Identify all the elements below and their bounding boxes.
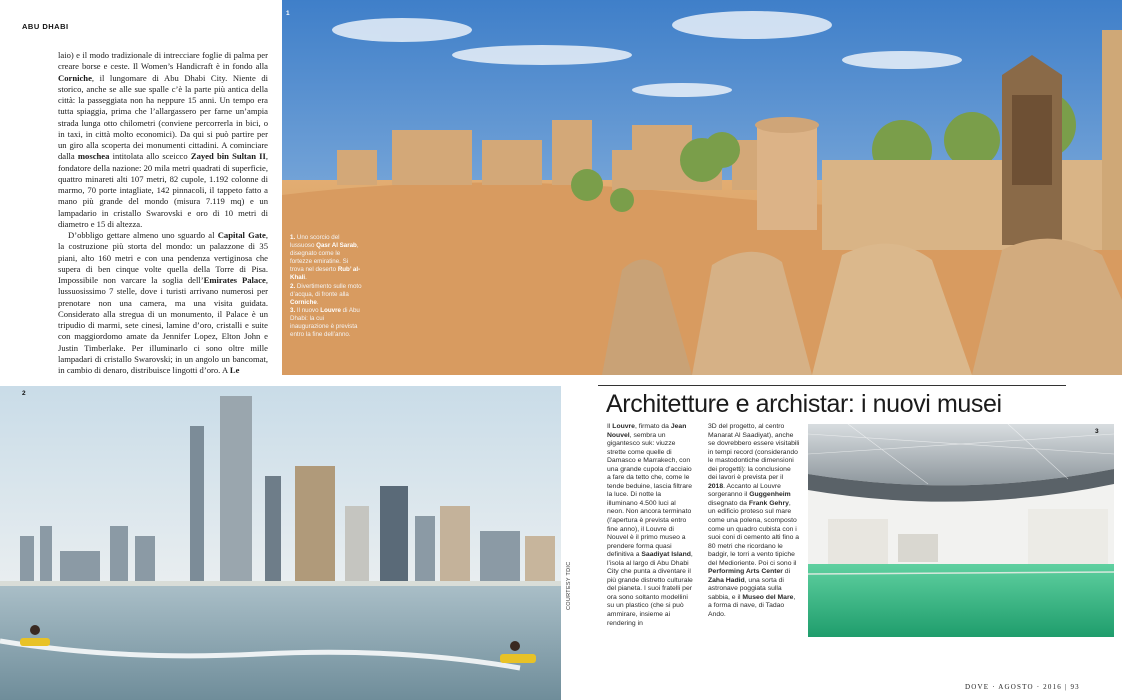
page-footer: DOVE · AGOSTO · 2016 | 93 bbox=[965, 683, 1080, 691]
desert-fort-photo bbox=[282, 0, 1122, 375]
caption-item: 1. Uno scorcio del lussuoso Qasr Al Sarab, disegnato come le fortezze emiratine. Si trova nel deserto Rub’ al-Khali. bbox=[290, 234, 361, 282]
photo-caption bbox=[290, 234, 362, 339]
article-column-2 bbox=[708, 423, 800, 620]
caption-item: 2. Divertimento sulle moto d’acqua, di fronte alla Corniche. bbox=[290, 282, 362, 306]
article-paragraph: 3D del progetto, al centro Manarat Al Saadiyat), anche se dovrebbero essere visitabili in tempi record (considerando le mastodontiche dimensioni dei progetti): la conclusione dei lavori è prevista per il 2018. Accanto al Louvre sorgeranno il Guggenheim disegnato da Frank Gehry, un edificio proteso sul mare come una polena, scomposto come un quadro cubista con i suoi coni di cemento alti fino a 80 metri che ricordano le badgir, le torri a vento tipiche del Medioriente. Poi ci sono il Performing Arts Center di Zaha Hadid, una sorta di astronave poggiata sulla sabbia, e il Museo del Mare, a forma di nave, di Tadao Ando. bbox=[708, 423, 800, 619]
headline: Architetture e archistar: i nuovi musei bbox=[606, 390, 1002, 418]
body-paragraph: laio) e il modo tradizionale di intrecciare foglie di palma per creare borse e ceste. Il Women’s Handicraft è in fondo alla Corniche, il lungomare di Abu Dhabi City. Niente di storico, anche se alle sue spalle c’è la parte più antica della città: la passeggiata non ha neppure 15 anni. Un tempo era tutta spiaggia, prima che l’allargassero per farne un’ampia strada lunga otto chilometri (conviene percorrerla in bici, o in taxi, in città molto economici). Da qui si può partire per un giro alla scoperta dei monumenti cittadini. A cominciare dalla moschea intitolata allo sceicco Zayed bin Sultan II, fondatore della nazione: 20 mila metri quadrati di superficie, quattro minareti alti 107 metri, 82 cupole, 1.192 colonne di marmo, 70 porte intagliate, 142 pinnacoli, il tappeto fatto a mano più grande del mondo (misura 7.119 mq) e un lampadario in cristallo Swarovski e oro di 10 metri di diametro e 15 di altezza. bbox=[58, 50, 268, 229]
body-paragraph: D’obbligo gettare almeno uno sguardo al Capital Gate, la costruzione più storta del mondo: un palazzone di 35 piani, alto 160 metri e con una pendenza vertiginosa che supera di ben cinque volte quella della Torre di Pisa. Impossibile non varcare la soglia dell’Emirates Palace, lussuosissimo 7 stelle, dove i turisti arrivano numerosi per prenotare non una camera, ma una visita guidata. Considerato alla stregua di un monumento, il Palace è un tripudio di marmi, sete cinesi, lamine d’oro, cristalli e suite con maggiordomo amate da Jennifer Lopez, Elton John e Justin Timberlake. Per illuminarlo ci sono oltre mille lampadari di cristallo Swarovski; in un angolo un bancomat, in cambio di denaro, distribuisce lingotti d’oro. A Le bbox=[58, 230, 268, 375]
section-label: ABU DHABI bbox=[22, 22, 69, 31]
article-paragraph: Il Louvre, firmato da Jean Nouvel, sembra un gigantesco suk: viuzze strette come quelle di Damasco e Marrakech, con una grande cupola d’acciaio a fare da tetto che, come le tende beduine, lascia filtrare la luce. Di notte la illuminano 4.500 luci al neon. Non ancora terminato (l’apertura è prevista entro fine anno), il Louvre di Nouvel è il primo museo a prendere forma quasi definitiva a Saadiyat Island, l’isola al largo di Abu Dhabi City che punta a diventare il più grande distretto culturale del pianeta. I suoi fratelli per ora sono soltanto modellini su un plastico (che si può ammirare, insieme ai rendering in bbox=[607, 423, 693, 627]
photo-number: 3 bbox=[1095, 428, 1099, 435]
photo-number: 2 bbox=[22, 390, 26, 397]
caption-item: 3. Il nuovo Louvre di Abu Dhabi: la cui inaugurazione è prevista entro la fine dell’anno. bbox=[290, 306, 360, 339]
photo-credit: COURTESY TDIC bbox=[566, 561, 572, 610]
louvre-abu-dhabi-photo bbox=[808, 424, 1114, 637]
headline-rule bbox=[598, 385, 1066, 386]
article-column-1 bbox=[607, 423, 693, 628]
skyline-photo bbox=[0, 386, 561, 700]
body-text-column bbox=[58, 50, 268, 376]
photo-number: 1 bbox=[286, 10, 290, 17]
